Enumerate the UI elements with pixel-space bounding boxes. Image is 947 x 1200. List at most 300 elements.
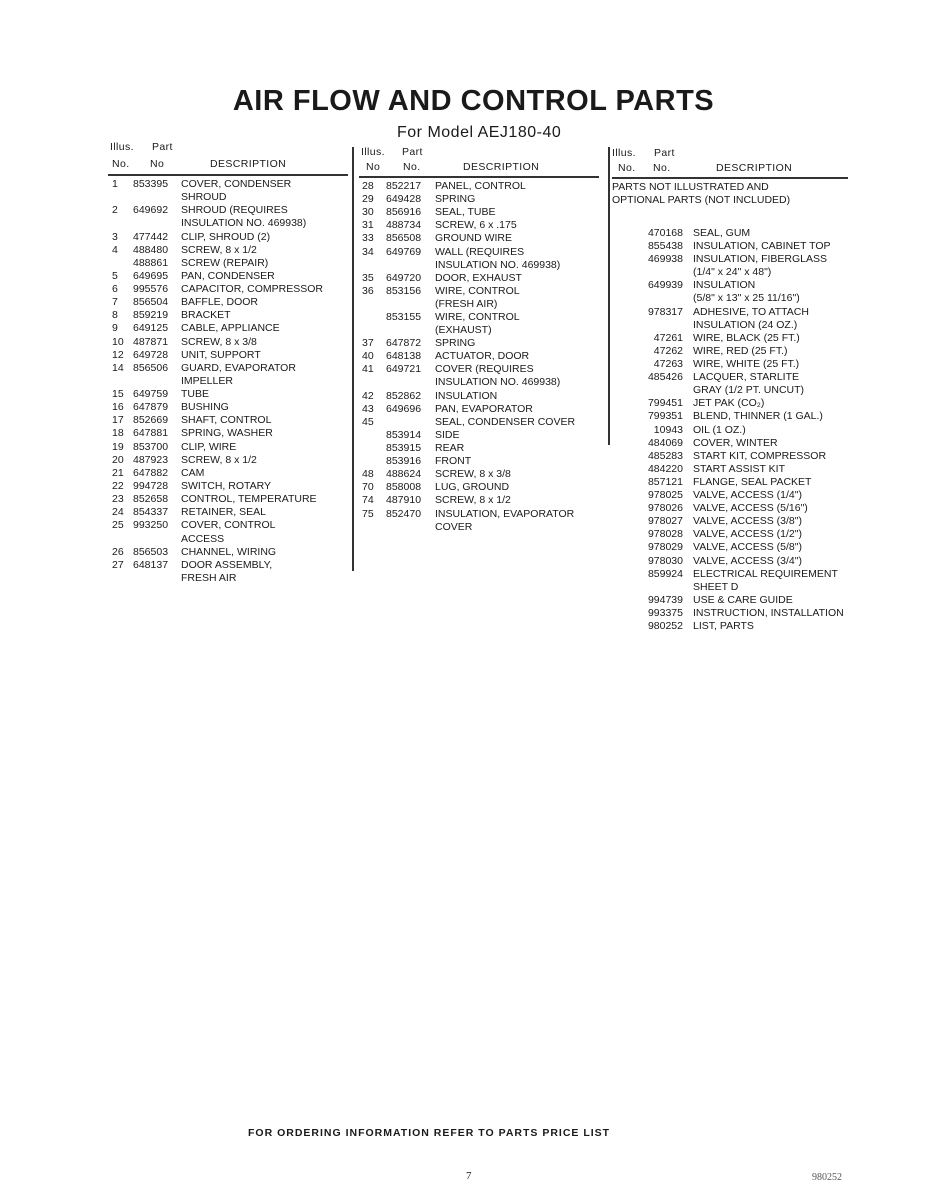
parts-row [112,454,352,467]
part-description: SHEET D [693,580,739,593]
illus-number: 3 [112,230,118,243]
part-description: COVER (REQUIRES [435,363,534,376]
part-number: 853915 [386,442,422,454]
part-number: 649720 [386,271,422,284]
parts-row [112,467,352,480]
parts-row [620,528,860,541]
illus-number: 9 [112,322,118,335]
part-number: 485283 [647,449,683,462]
parts-row [362,403,602,416]
document-number: 980252 [812,1172,842,1183]
part-description: VALVE, ACCESS (1/2") [693,528,802,541]
part-number: 856508 [386,232,422,245]
part-number: 980252 [647,620,683,632]
illus-number: 37 [362,337,374,350]
parts-row [112,493,352,506]
part-number: 994728 [133,479,169,492]
illus-number: 20 [112,453,124,466]
part-number: 647872 [386,337,422,350]
part-description: ACCESS [181,532,225,545]
parts-row [362,219,602,232]
illus-number: 45 [362,415,374,428]
illus-number: 70 [362,481,374,494]
parts-row [112,401,352,414]
col2-no-header: No [366,161,381,173]
part-number: 856506 [133,361,169,374]
illus-number: 43 [362,402,374,415]
parts-row [620,541,860,554]
part-description: LIST, PARTS [693,620,754,632]
part-number: 649728 [133,348,169,361]
part-description: CLIP, WIRE [181,440,237,453]
col1-illus-header: Illus. [110,141,134,153]
parts-row [620,607,860,620]
col3-illus-header: Illus. [612,147,636,159]
parts-row [620,424,860,437]
part-number: 856504 [133,296,169,309]
part-description: GRAY (1/2 PT. UNCUT) [693,384,805,397]
parts-row [112,388,352,401]
illus-number: 22 [112,479,124,492]
part-description: GROUND WIRE [435,232,512,245]
parts-row [112,322,352,335]
part-number: 852658 [133,493,169,506]
part-number: 487871 [133,335,169,348]
parts-row [362,350,602,363]
illus-number: 16 [112,401,124,414]
part-number: 649696 [386,402,422,415]
part-number: 647879 [133,401,169,414]
part-number: 649721 [386,363,422,376]
illus-number: 17 [112,414,124,427]
part-number: 993375 [647,606,683,619]
col1-header-rule [108,174,348,176]
part-description: VALVE, ACCESS (3/4") [693,554,802,567]
col2-part-header: Part [402,146,423,158]
part-description: SHROUD (REQUIRES [181,204,288,217]
page-number: 7 [466,1170,472,1182]
parts-row [362,337,602,350]
ordering-footer: FOR ORDERING INFORMATION REFER TO PARTS PRICE LIST [248,1127,611,1139]
part-description: JET PAK (CO₂) [693,397,765,410]
part-description: COVER, CONDENSER [181,178,292,190]
part-number: 852669 [133,414,169,427]
parts-row [112,558,352,584]
part-description: FRONT [435,455,472,468]
col1-part-header: Part [152,141,173,153]
part-description: OIL (1 OZ.) [693,423,746,436]
parts-row [112,349,352,362]
part-description: PANEL, CONTROL [435,180,526,192]
parts-row [620,450,860,463]
parts-row [362,442,602,455]
col3-part-header: Part [654,147,675,159]
part-number: 978026 [647,502,683,515]
part-number: 995576 [133,283,169,296]
part-number: 484069 [647,436,683,449]
parts-row [362,245,602,271]
illus-number: 23 [112,493,124,506]
part-description: RETAINER, SEAL [181,506,266,519]
part-description: DOOR ASSEMBLY, [181,558,273,571]
part-description: BLEND, THINNER (1 GAL.) [693,410,823,423]
part-description: CAM [181,466,205,479]
illus-number: 40 [362,350,374,363]
part-number: 470168 [647,227,683,239]
part-number: 853155 [386,311,422,323]
part-description: COVER, CONTROL [181,519,276,532]
part-description: INSTRUCTION, INSTALLATION [693,606,844,619]
parts-row [362,429,602,442]
illus-number: 10 [112,335,124,348]
col1-description-header: DESCRIPTION [210,158,287,170]
illus-number: 34 [362,245,374,258]
illus-number: 30 [362,206,374,219]
part-description: (FRESH AIR) [435,297,498,310]
parts-row [362,272,602,285]
part-number: 649769 [386,245,422,258]
part-description: ADHESIVE, TO ATTACH [693,305,809,318]
illus-number: 14 [112,361,124,374]
parts-row [362,481,602,494]
illus-number: 21 [112,466,124,479]
col2-header-rule [359,176,599,178]
part-description: WIRE, BLACK (25 FT.) [693,331,800,344]
illus-number: 48 [362,468,374,481]
illus-number: 24 [112,506,124,519]
part-description: SHROUD [181,191,227,204]
parts-row [620,620,860,633]
part-number: 488480 [133,243,169,256]
part-description: INSULATION [435,389,498,402]
part-number: 47262 [653,344,683,357]
part-description: SCREW, 8 x 1/2 [181,453,257,466]
illus-number: 74 [362,494,374,507]
parts-row [362,416,602,429]
illus-number: 29 [362,193,374,206]
part-description: USE & CARE GUIDE [693,593,793,606]
col3-no-header: No. [618,162,636,174]
illus-number: 15 [112,388,124,401]
part-description: SCREW, 8 x 3/8 [435,468,511,481]
parts-row [362,206,602,219]
part-description: CONTROL, TEMPERATURE [181,493,317,506]
parts-row [362,311,602,337]
parts-row [112,283,352,296]
part-description: ACTUATOR, DOOR [435,350,530,363]
parts-row [620,410,860,423]
part-description: CLIP, SHROUD (2) [181,230,271,243]
part-description: GUARD, EVAPORATOR [181,361,296,374]
parts-row [620,371,860,397]
illus-number: 75 [362,507,374,520]
parts-row [362,390,602,403]
part-number: 853700 [133,440,169,453]
part-description: SCREW, 8 x 1/2 [435,494,511,507]
illus-number: 41 [362,363,374,376]
part-number: 484220 [647,462,683,475]
part-description: PAN, EVAPORATOR [435,402,533,415]
part-description: VALVE, ACCESS (3/8") [693,515,802,528]
part-description: INSULATION, EVAPORATOR [435,507,575,520]
parts-row [620,476,860,489]
parts-row [112,231,352,244]
part-number: 857121 [647,475,683,488]
part-description: FRESH AIR [181,571,237,584]
illus-number: 4 [112,243,118,256]
col3-description-header: DESCRIPTION [716,162,793,174]
part-number: 852217 [386,180,422,192]
part-description: VALVE, ACCESS (1/4") [693,489,802,501]
illus-number: 35 [362,271,374,284]
section-note: OPTIONAL PARTS (NOT INCLUDED) [612,194,791,206]
illus-number: 1 [112,178,118,190]
parts-row [112,309,352,322]
parts-row [112,546,352,559]
illus-number: 33 [362,232,374,245]
illus-number: 42 [362,389,374,402]
part-number: 485426 [647,371,683,384]
parts-row [620,515,860,528]
part-number: 853395 [133,178,169,190]
parts-row [362,455,602,468]
section-note: PARTS NOT ILLUSTRATED AND [612,181,769,193]
part-number: 978028 [647,528,683,541]
part-description: INSULATION [693,279,756,292]
part-number: 852862 [386,389,422,402]
part-description: (1/4" x 24" x 48") [693,266,772,279]
part-number: 856916 [386,206,422,219]
part-number: 47261 [653,331,683,344]
part-number: 477442 [133,230,169,243]
parts-row [620,489,860,502]
part-number: 488624 [386,468,422,481]
col2-illus-header: Illus. [361,146,385,158]
part-description: SEAL, TUBE [435,206,496,219]
part-number: 488861 [133,256,169,269]
part-number: 10943 [653,423,683,436]
part-number: 647882 [133,466,169,479]
part-description: SHAFT, CONTROL [181,414,272,427]
parts-row [112,414,352,427]
part-description: COVER, WINTER [693,436,778,449]
illus-number: 19 [112,440,124,453]
col1-no2-header: No [150,158,165,170]
part-number: 648137 [133,558,169,571]
part-number: 649428 [386,193,422,206]
parts-row [112,296,352,309]
part-description: WALL (REQUIRES [435,245,525,258]
part-number: 649759 [133,388,169,401]
part-number: 978029 [647,541,683,554]
part-description: CAPACITOR, COMPRESSOR [181,283,323,296]
part-number: 648138 [386,350,422,363]
illus-number: 28 [362,180,374,192]
part-number: 859219 [133,309,169,322]
illus-number: 2 [112,204,118,217]
parts-row [112,244,352,257]
part-description: REAR [435,442,465,454]
illus-number: 18 [112,427,124,440]
parts-row [112,204,352,230]
illus-number: 27 [112,558,124,571]
part-number: 799351 [647,410,683,423]
part-description: (5/8" x 13" x 25 11/16") [693,292,800,305]
col-divider [352,147,354,571]
part-number: 855438 [647,240,683,253]
illus-number: 6 [112,283,118,296]
part-number: 853156 [386,284,422,297]
parts-row [620,567,860,593]
parts-row [112,257,352,270]
part-description: WIRE, CONTROL [435,284,520,297]
part-description: SCREW (REPAIR) [181,256,269,269]
part-number: 47263 [653,358,683,370]
part-number: 858008 [386,481,422,494]
parts-row [620,463,860,476]
part-number: 856503 [133,545,169,558]
part-description: SEAL, CONDENSER COVER [435,415,576,428]
col2-no2-header: No. [403,161,421,173]
part-description: BAFFLE, DOOR [181,296,259,309]
part-number: 852470 [386,507,422,520]
part-number: 647881 [133,427,169,440]
page-title: AIR FLOW AND CONTROL PARTS [232,85,715,117]
parts-row [112,427,352,440]
parts-row [620,397,860,410]
parts-row [362,193,602,206]
part-description: SEAL, GUM [693,227,751,239]
illus-number: 26 [112,545,124,558]
part-description: PAN, CONDENSER [181,269,275,282]
parts-row [362,507,602,533]
part-number: 978030 [647,554,683,567]
parts-row [362,232,602,245]
illus-number: 25 [112,519,124,532]
part-description: CABLE, APPLIANCE [181,322,280,335]
part-number: 469938 [647,253,683,266]
parts-row [620,555,860,568]
part-description: WIRE, RED (25 FT.) [693,344,788,357]
part-number: 994739 [647,593,683,606]
parts-row [620,279,860,305]
parts-row [620,253,860,279]
part-number: 854337 [133,506,169,519]
part-description: INSULATION NO. 469938) [435,376,561,389]
part-description: LUG, GROUND [435,481,510,494]
part-description: DOOR, EXHAUST [435,271,522,284]
illus-number: 8 [112,309,118,322]
part-description: VALVE, ACCESS (5/16") [693,502,808,515]
parts-row [112,336,352,349]
part-number: 487910 [386,494,422,507]
parts-row [112,480,352,493]
part-number: 993250 [133,519,169,532]
part-description: SIDE [435,428,460,441]
part-description: ELECTRICAL REQUIREMENT [693,567,838,580]
illus-number: 12 [112,348,124,361]
part-description: SPRING [435,193,476,206]
parts-row [620,358,860,371]
part-number: 978025 [647,489,683,501]
parts-row [620,345,860,358]
parts-row [620,227,860,240]
part-description: SCREW, 8 x 1/2 [181,243,257,256]
col2-description-header: DESCRIPTION [463,161,540,173]
part-number: 799451 [647,397,683,410]
part-description: INSULATION NO. 469938) [435,258,561,271]
part-description: WIRE, CONTROL [435,311,520,323]
illus-number: 7 [112,296,118,309]
part-description: (EXHAUST) [435,324,492,337]
parts-row [620,437,860,450]
part-description: SPRING [435,337,476,350]
illus-number: 5 [112,269,118,282]
part-description: COVER [435,520,473,533]
part-description: LACQUER, STARLITE [693,371,799,384]
part-number: 649939 [647,279,683,292]
parts-row [620,305,860,331]
illus-number: 31 [362,219,374,232]
col3-header-rule [612,177,848,179]
parts-row [362,363,602,389]
part-description: START ASSIST KIT [693,462,786,475]
part-description: FLANGE, SEAL PACKET [693,475,812,488]
part-description: INSULATION, FIBERGLASS [693,253,828,266]
part-number: 649695 [133,269,169,282]
part-description: SCREW, 6 x .175 [435,219,517,232]
part-description: INSULATION, CABINET TOP [693,240,831,253]
parts-row [620,332,860,345]
parts-row [362,494,602,507]
parts-row [362,180,602,193]
part-description: SCREW, 8 x 3/8 [181,335,257,348]
part-number: 859924 [647,567,683,580]
part-description: SPRING, WASHER [181,427,273,440]
parts-row [112,506,352,519]
parts-row [112,441,352,454]
part-number: 649125 [133,322,169,335]
part-number: 853916 [386,455,422,468]
parts-row [112,519,352,545]
part-description: TUBE [181,388,210,401]
part-description: VALVE, ACCESS (5/8") [693,541,802,554]
parts-row [362,468,602,481]
part-description: BRACKET [181,309,231,322]
col1-no-header: No. [112,158,130,170]
parts-row [620,240,860,253]
col-divider [608,147,610,445]
part-description: INSULATION NO. 469938) [181,217,307,230]
part-description: BUSHING [181,401,229,414]
part-number: 649692 [133,204,169,217]
parts-row [362,284,602,310]
part-number: 978317 [647,305,683,318]
part-description: CHANNEL, WIRING [181,545,277,558]
part-description: IMPELLER [181,374,233,387]
part-description: INSULATION (24 OZ.) [693,318,798,331]
part-description: UNIT, SUPPORT [181,348,261,361]
part-description: START KIT, COMPRESSOR [693,449,827,462]
part-description: WIRE, WHITE (25 FT.) [693,358,800,370]
parts-row [112,270,352,283]
parts-row [620,502,860,515]
parts-row [112,178,352,204]
part-number: 978027 [647,515,683,528]
part-number: 487923 [133,453,169,466]
part-number: 853914 [386,428,422,441]
parts-row [112,361,352,387]
